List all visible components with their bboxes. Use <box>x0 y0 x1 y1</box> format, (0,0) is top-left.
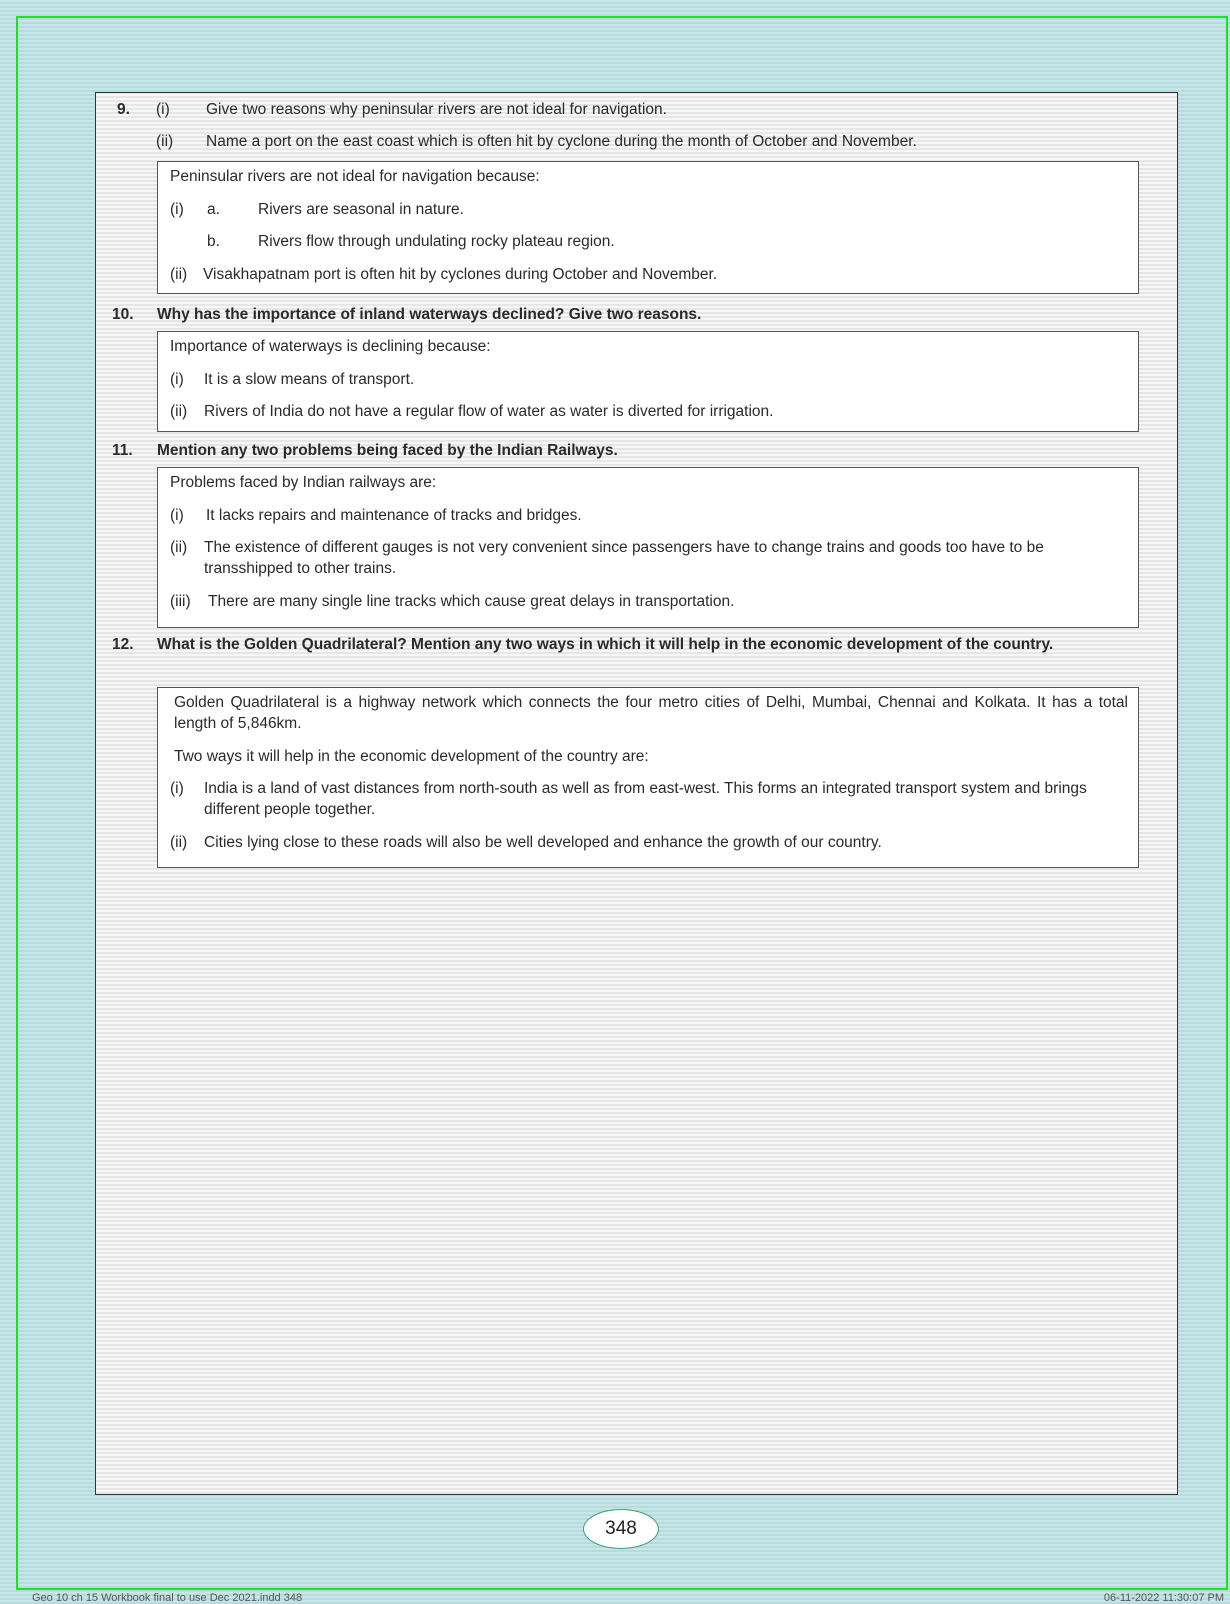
q12-item-text: India is a land of vast distances from north-south as well as from east-west. This forms an integrated transport system and brings different people together. <box>204 780 1087 818</box>
q10-item-text: Rivers of India do not have a regular flow of water as water is diverted for irrigation. <box>204 403 774 420</box>
q11-number: 11. <box>112 442 133 459</box>
q10-text: Why has the importance of inland waterways declined? Give two reasons. <box>157 306 702 323</box>
q9-answer-b-label: b. <box>207 233 220 250</box>
q12-answer-p1: Golden Quadrilateral is a highway network which connects the four metro cities of Delhi, Mumbai, Chennai and Kolkata. It has a total length of 5,846km. <box>174 694 1128 732</box>
footer-timestamp: 06-11-2022 11:30:07 PM <box>1103 1592 1224 1604</box>
q11-text: Mention any two problems being faced by the Indian Railways. <box>157 442 618 459</box>
q9-answer-i-label: (i) <box>170 200 184 218</box>
q12-text: What is the Golden Quadrilateral? Mention any two ways in which it will help in the economic development of the country. <box>157 636 1054 653</box>
q10-answer-box <box>157 331 1139 432</box>
footer-file: Geo 10 ch 15 Workbook final to use Dec 2021.indd 348 <box>32 1592 303 1604</box>
q11-item-label: (i) <box>170 506 184 524</box>
q10-number: 10. <box>112 306 134 323</box>
q9-i-text: Give two reasons why peninsular rivers are not ideal for navigation. <box>206 101 667 118</box>
q11-item-text: There are many single line tracks which cause great delays in transportation. <box>208 592 735 610</box>
q11-answer-box <box>157 467 1139 628</box>
q9-answer-a-text: Rivers are seasonal in nature. <box>258 200 464 218</box>
page-number: 348 <box>583 1509 659 1549</box>
q9-answer-ii-label: (ii) <box>170 265 188 283</box>
q9-number: 9. <box>117 101 130 118</box>
q10-item-text: It is a slow means of transport. <box>204 370 415 388</box>
q10-item-label: (i) <box>170 370 184 388</box>
q9-answer-b-text: Rivers flow through undulating rocky plateau region. <box>258 233 615 250</box>
q9-answer-box <box>157 161 1139 294</box>
q9-answer-ii-text: Visakhapatnam port is often hit by cyclones during October and November. <box>203 265 718 283</box>
q12-item-label: (ii) <box>170 833 188 851</box>
q9-ii-label: (ii) <box>156 133 174 150</box>
q11-item-text: It lacks repairs and maintenance of tracks and bridges. <box>206 506 582 524</box>
q10-answer-intro: Importance of waterways is declining because: <box>170 338 491 355</box>
q11-item-text: The existence of different gauges is not very convenient since passengers have to change trains and goods too have to be transshipped to other trains. <box>204 539 1044 577</box>
q12-number: 12. <box>112 636 134 653</box>
q9-ii-text: Name a port on the east coast which is often hit by cyclone during the month of October and November. <box>206 133 917 150</box>
q12-answer-box <box>157 687 1139 868</box>
q12-answer-p2: Two ways it will help in the economic development of the country are: <box>174 747 649 765</box>
q9-answer-intro: Peninsular rivers are not ideal for navigation because: <box>170 168 540 185</box>
q9-answer-a-label: a. <box>207 200 220 218</box>
q11-item-label: (iii) <box>170 592 191 610</box>
q10-item-label: (ii) <box>170 403 188 420</box>
q11-answer-intro: Problems faced by Indian railways are: <box>170 474 437 491</box>
q12-item-label: (i) <box>170 780 184 797</box>
q9-i-label: (i) <box>156 101 170 118</box>
q11-item-label: (ii) <box>170 539 188 556</box>
q12-item-text: Cities lying close to these roads will also be well developed and enhance the growth of our country. <box>204 833 882 851</box>
